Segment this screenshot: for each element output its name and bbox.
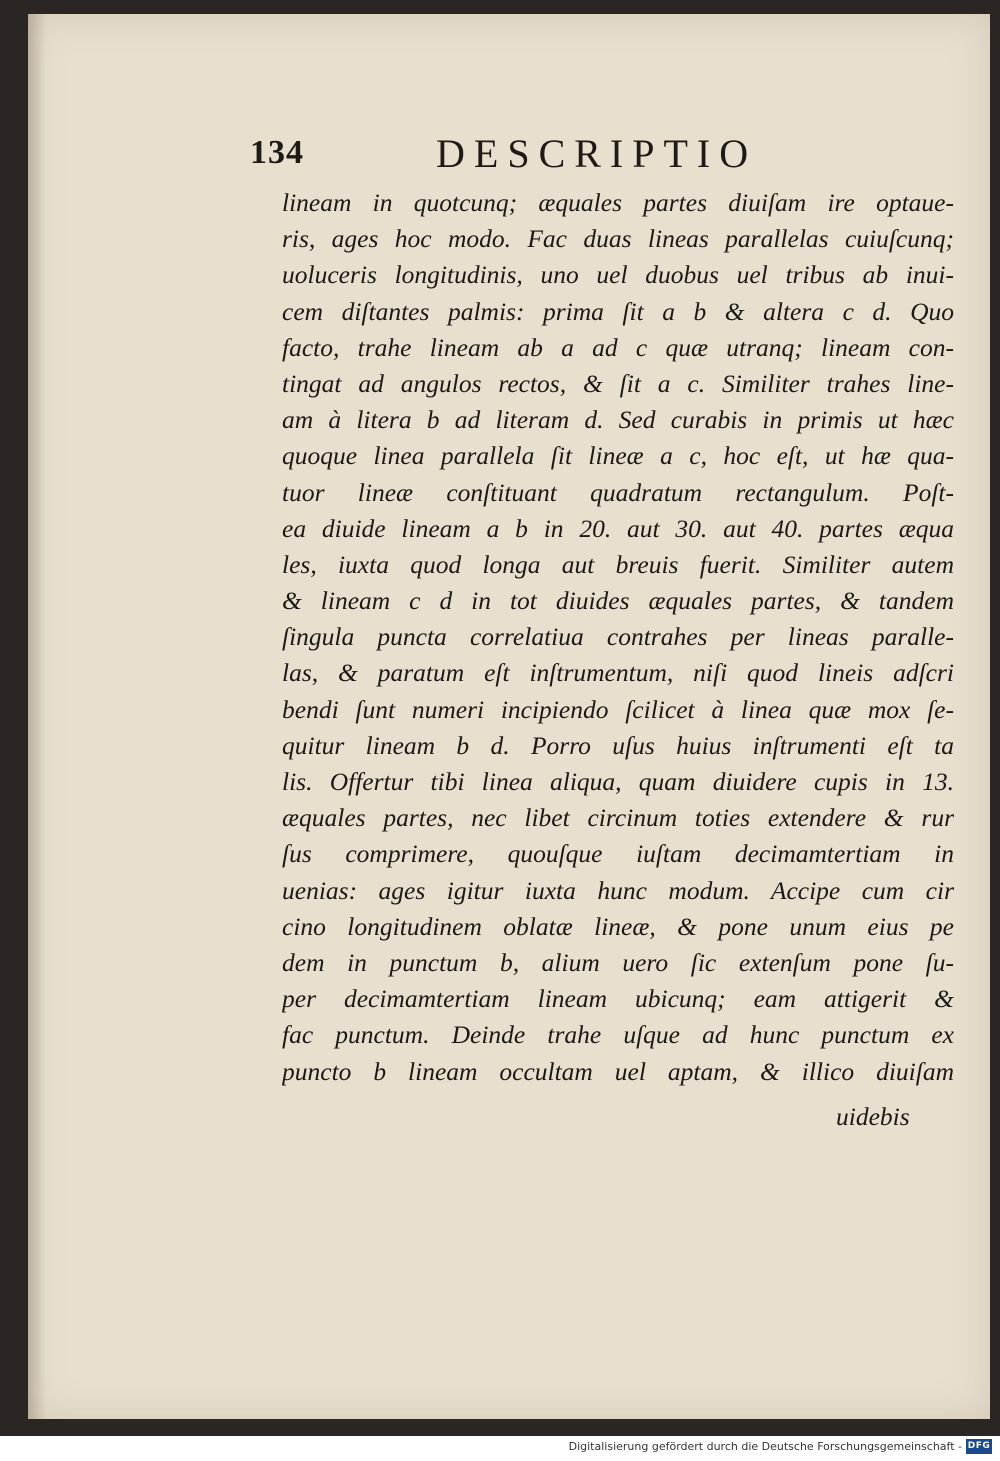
text-line: tingat ad angulos rectos, & ſit a c. Similiter trahes line-: [282, 368, 954, 398]
text-line: & lineam c d in tot diuides æquales partes, & tandem: [282, 586, 954, 616]
text-line: fac punctum. Deinde trahe uſque ad hunc punctum ex: [282, 1020, 954, 1050]
text-line: ſingula puncta correlatiua contrahes per lineas paralle-: [282, 622, 954, 652]
text-line: lineam in quotcunq; æquales partes diuiſam ire optaue-: [282, 188, 954, 217]
text-line: quoque linea parallela ſit lineæ a c, hoc eſt, ut hæ qua-: [282, 441, 954, 471]
text-line: per decimamtertiam lineam ubicunq; eam attigerit &: [282, 984, 954, 1014]
gutter-shadow: [28, 14, 46, 1419]
digitization-footer: [0, 1436, 1000, 1461]
text-line: lis. Offertur tibi linea aliqua, quam diuidere cupis in 13.: [282, 767, 954, 796]
book-page: [28, 14, 990, 1419]
text-line: am à litera b ad literam d. Sed curabis in primis ut hæc: [282, 405, 954, 435]
text-line: cino longitudinem oblatæ lineæ, & pone unum eius pe: [282, 911, 954, 941]
body-text: [282, 185, 954, 1090]
text-line: ſus comprimere, quouſque iuſtam decimamtertiam in: [282, 839, 954, 869]
text-line: uenias: ages igitur iuxta hunc modum. Accipe cum cir: [282, 875, 954, 905]
page-header: [28, 130, 990, 180]
dfg-logo: DFG: [966, 1439, 992, 1454]
running-head: DESCRIPTIO: [436, 131, 758, 176]
text-line: dem in punctum b, alium uero ſic extenſum pone ſu-: [282, 947, 954, 977]
text-line: las, & paratum eſt inſtrumentum, niſi quod lineis adſcri: [282, 658, 954, 688]
text-line: cem diſtantes palmis: prima ſit a b & altera c d. Quo: [282, 296, 954, 326]
text-line: uoluceris longitudinis, uno uel duobus uel tribus ab inui-: [282, 260, 954, 290]
funding-credit: Digitalisierung gefördert durch die Deutsche Forschungsgemeinschaft -: [568, 1440, 962, 1453]
text-line: bendi ſunt numeri incipiendo ſcilicet à linea quæ mox ſe-: [282, 694, 954, 724]
catchword: uidebis: [836, 1102, 910, 1131]
text-line: æquales partes, nec libet circinum toties extendere & rur: [282, 803, 954, 833]
text-line: puncto b lineam occultam uel aptam, & illico diuiſam: [282, 1056, 954, 1086]
page-number: 134: [250, 134, 304, 171]
text-line: tuor lineæ conſtituant quadratum rectangulum. Poſt-: [282, 477, 954, 507]
text-line: ea diuide lineam a b in 20. aut 30. aut 40. partes æqua: [282, 513, 954, 543]
text-line: quitur lineam b d. Porro uſus huius inſtrumenti eſt ta: [282, 730, 954, 760]
text-line: les, iuxta quod longa aut breuis fuerit. Similiter autem: [282, 549, 954, 579]
text-line: ris, ages hoc modo. Fac duas lineas parallelas cuiuſcunq;: [282, 224, 954, 254]
text-line: facto, trahe lineam ab a ad c quæ utranq; lineam con-: [282, 332, 954, 362]
